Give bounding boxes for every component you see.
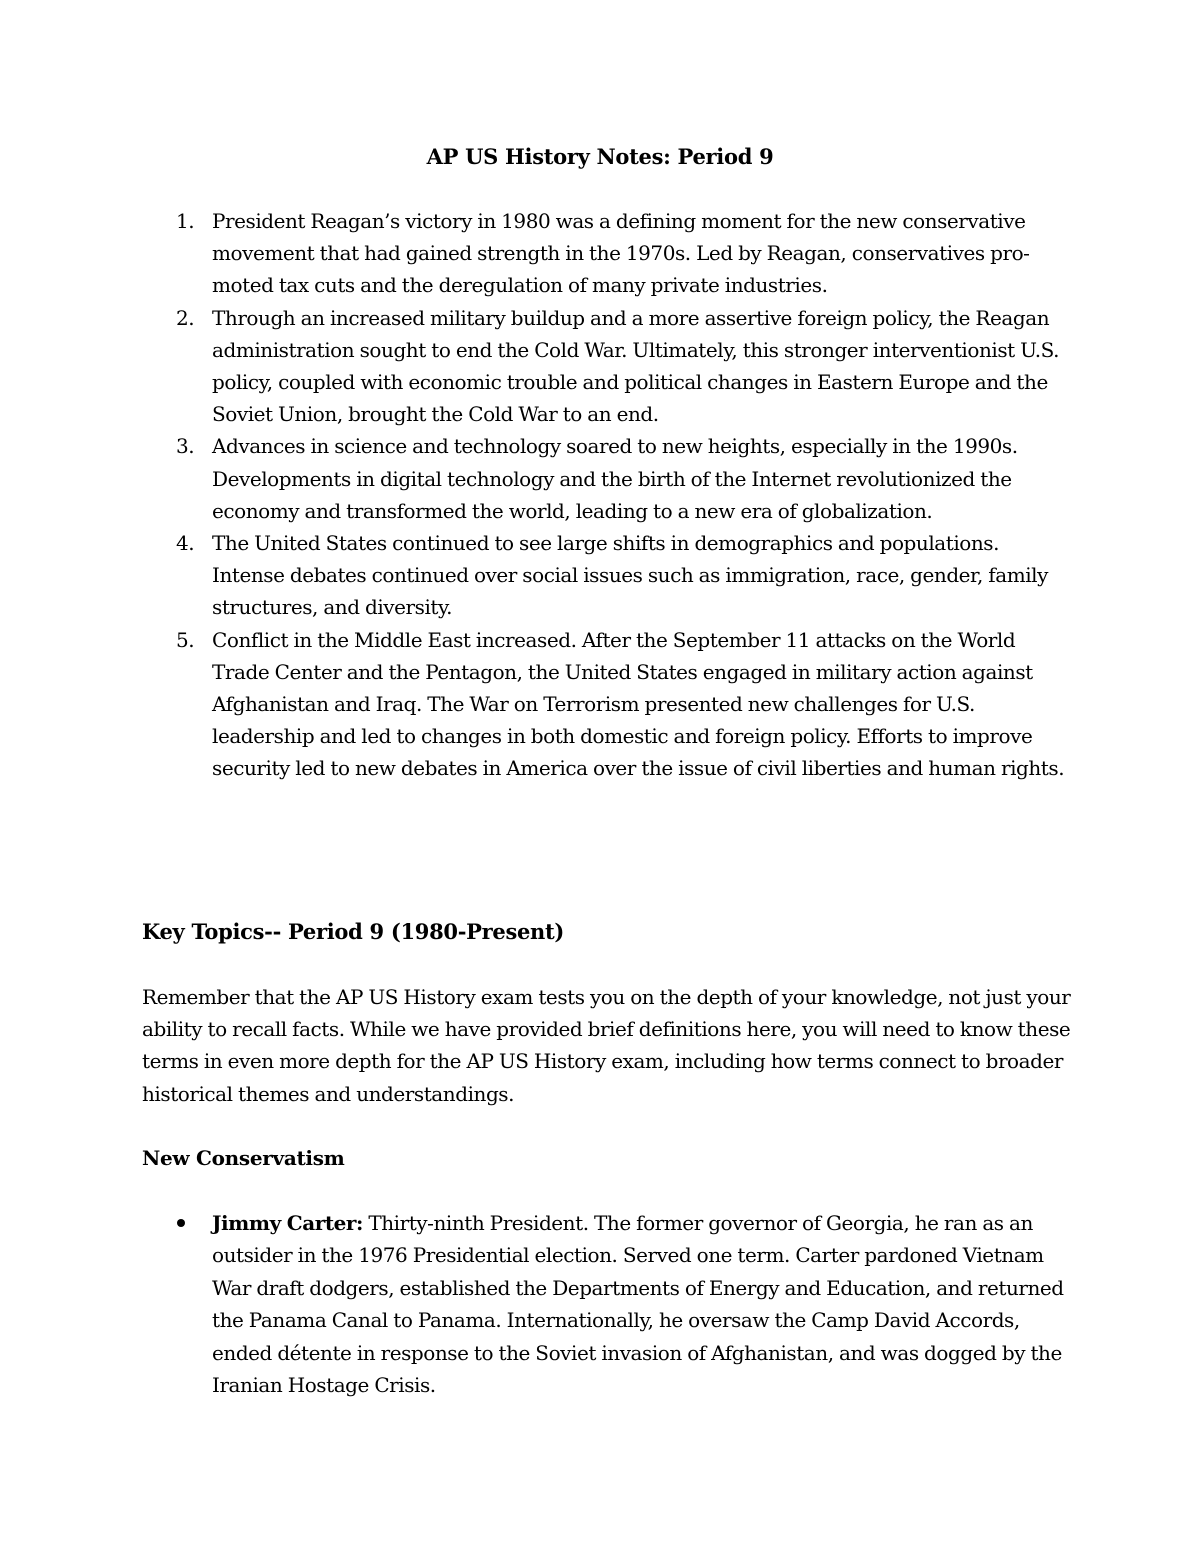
list-item [142, 624, 1072, 785]
list-item-number: 1. [176, 209, 195, 233]
intro-paragraph: Remember that the AP US History exam tests you on the depth of your knowledge, not just your ability to recall facts. While we have provided brief definitions here, you will need to know these terms in even more depth for the AP US History exam, including how terms connect to broader historical themes and understandings. [142, 985, 1071, 1106]
key-terms-list [142, 1207, 1072, 1401]
list-item-text: Advances in science and technology soared to new heights, especially in the 1990s. Developments in digital technology and the birth of the Internet revolutionized the economy and transformed the world, leading to a new era of globalization. [212, 434, 1018, 523]
term-label: Jimmy Carter: [212, 1211, 363, 1235]
list-item-text: Conflict in the Middle East increased. After the September 11 attacks on the World Trade Center and the Pentagon, the United States engaged in military action against Afghanistan and Iraq. The War on Terrorism presented new challenges for U.S. leadership and led to changes in both domestic and foreign policy. Efforts to improve security led to new debates in America over the issue of civil liberties and human rights. [212, 627, 1065, 781]
list-item [142, 527, 1072, 624]
list-item [142, 430, 1072, 527]
period-summary-list [142, 205, 1072, 785]
list-item-text: The United States continued to see large shifts in demographics and populations. Intense debates continued over social issues such as immigration, race, gender, family structures, and diversity. [212, 531, 1048, 620]
document-title: AP US History Notes: Period 9 [426, 144, 774, 169]
list-item-text: President Reagan’s victory in 1980 was a defining moment for the new conservative movement that had gained strength in the 1970s. Led by Reagan, conservatives pro-moted tax cuts and the deregulation of many private industries. [212, 209, 1030, 298]
list-item [142, 205, 1072, 302]
list-item-number: 5. [176, 627, 195, 652]
list-item [142, 1207, 1072, 1401]
term-definition: Thirty-ninth President. The former governor of Georgia, he ran as an outsider in the 1976 Presidential election. Served one term. Carter pardoned Vietnam War draft dodgers, established the Departments of Energy and Education, and returned the Panama Canal to Panama. Internationally, he oversaw the Camp David Accords, ended détente in response to the Soviet invasion of Afghanistan, and was dogged by the Iranian Hostage Crisis. [212, 1211, 1064, 1398]
list-item-number: 3. [176, 434, 195, 459]
list-item [142, 302, 1072, 431]
list-item-number: 4. [176, 531, 195, 556]
list-item-text: Through an increased military buildup and a more assertive foreign policy, the Reagan administration sought to end the Cold War. Ultimately, this stronger interventionist U.S. policy, coupled with economic trouble and political changes in Eastern Europe and the Soviet Union, brought the Cold War to an end. [212, 305, 1060, 427]
list-item-number: 2. [176, 305, 195, 330]
bullet-icon [177, 1219, 185, 1227]
key-topics-heading: Key Topics-- Period 9 (1980-Present) [142, 919, 565, 944]
new-conservatism-heading: New Conservatism [142, 1146, 345, 1170]
